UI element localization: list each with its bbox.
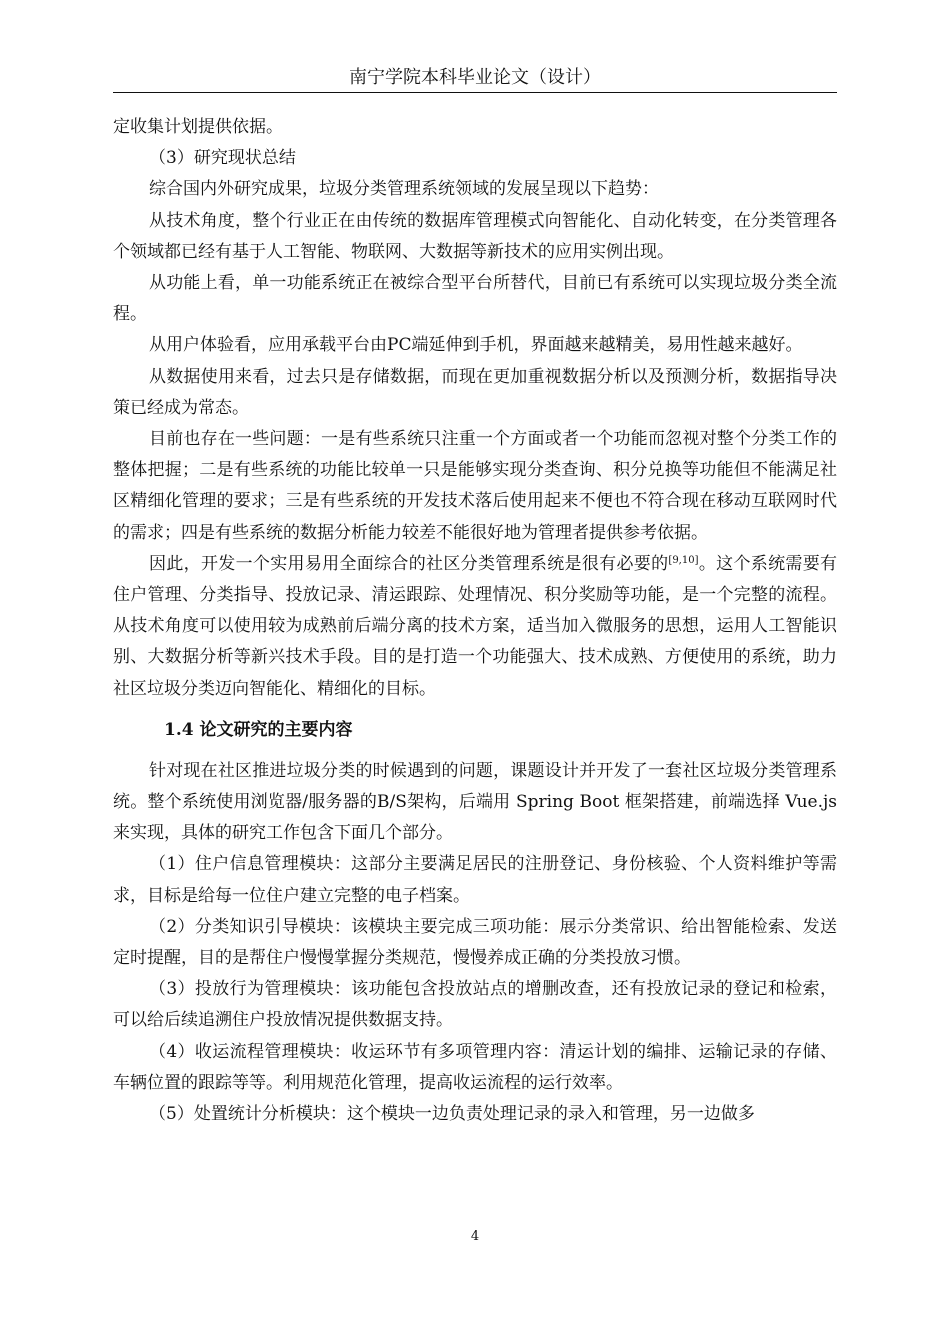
paragraph-continuation: 定收集计划提供依据。 [113,117,283,137]
paragraph-text: 。这个系统需要有住户管理、分类指导、投放记录、清运跟踪、处理情况、积分奖励等功能，是一个完整的流程。从技术角度可以使用较为成熟前后端分离的技术方案，适当加入微服务的思想，运用人工智能识别、大数据分析等新兴技术手段。目的是打造一个功能强大、技术成熟、方便使用的系统，助力社区垃圾分类迈向智能化、精细化的目标。 [113,553,838,699]
list-item: （2）分类知识引导模块：该模块主要完成三项功能：展示分类常识、给出智能检索、发送定时提醒，目的是帮住户慢慢掌握分类规范，慢慢养成正确的分类投放习惯。 [113,916,837,969]
paragraph-text: 因此，开发一个实用易用全面综合的社区分类管理系统是很有必要的 [149,553,669,574]
paragraph: 从技术角度，整个行业正在由传统的数据库管理模式向智能化、自动化转变，在分类管理各个领域都已经有基于人工智能、物联网、大数据等新技术的应用实例出现。 [113,210,837,262]
subsection-label: （3）研究现状总结 [149,148,296,169]
body-text [113,112,837,1130]
paragraph: 从数据使用来看，过去只是存储数据，而现在更加重视数据分析以及预测分析，数据指导决策已经成为常态。 [113,366,837,418]
paragraph: 从用户体验看，应用承载平台由PC端延伸到手机，界面越来越精美，易用性越来越好。 [149,335,803,356]
paragraph: 综合国内外研究成果，垃圾分类管理系统领域的发展呈现以下趋势： [149,179,659,200]
list-item: （5）处置统计分析模块：这个模块一边负责处理记录的录入和管理，另一边做多 [149,1104,755,1125]
header-rule [113,92,837,93]
list-item: （4）收运流程管理模块：收运环节有多项管理内容：清运计划的编排、运输记录的存储、车辆位置的跟踪等等。利用规范化管理，提高收运流程的运行效率。 [113,1041,837,1093]
running-header: 南宁学院本科毕业论文（设计） [349,67,601,88]
paragraph-with-citation [113,549,837,705]
section-heading: 1.4 论文研究的主要内容 [164,719,353,740]
paragraph: 从功能上看，单一功能系统正在被综合型平台所替代，目前已有系统可以实现垃圾分类全流程。 [113,273,837,325]
page-number: 4 [470,1229,480,1244]
list-item: （1）住户信息管理模块：这部分主要满足居民的注册登记、身份核验、个人资料维护等需求，目标是给每一位住户建立完整的电子档案。 [113,854,837,906]
paragraph: 目前也存在一些问题：一是有些系统只注重一个方面或者一个功能而忽视对整个分类工作的整体把握；二是有些系统的功能比较单一只是能够实现分类查询、积分兑换等功能但不能满足社区精细化管理的要求；三是有些系统的开发技术落后使用起来不便也不符合现在移动互联网时代的需求；四是有些系统的数据分析能力较差不能很好地为管理者提供参考依据。 [113,429,837,543]
citation: [9,10] [668,554,699,566]
paragraph: 针对现在社区推进垃圾分类的时候遇到的问题，课题设计并开发了一套社区垃圾分类管理系统。整个系统使用浏览器/服务器的B/S架构，后端用 Spring Boot 框架搭建，前端选择 Vue.js 来实现，具体的研究工作包含下面几个部分。 [113,760,837,844]
list-item: （3）投放行为管理模块：该功能包含投放站点的增删改查，还有投放记录的登记和检索，可以给后续追溯住户投放情况提供数据支持。 [113,979,837,1031]
